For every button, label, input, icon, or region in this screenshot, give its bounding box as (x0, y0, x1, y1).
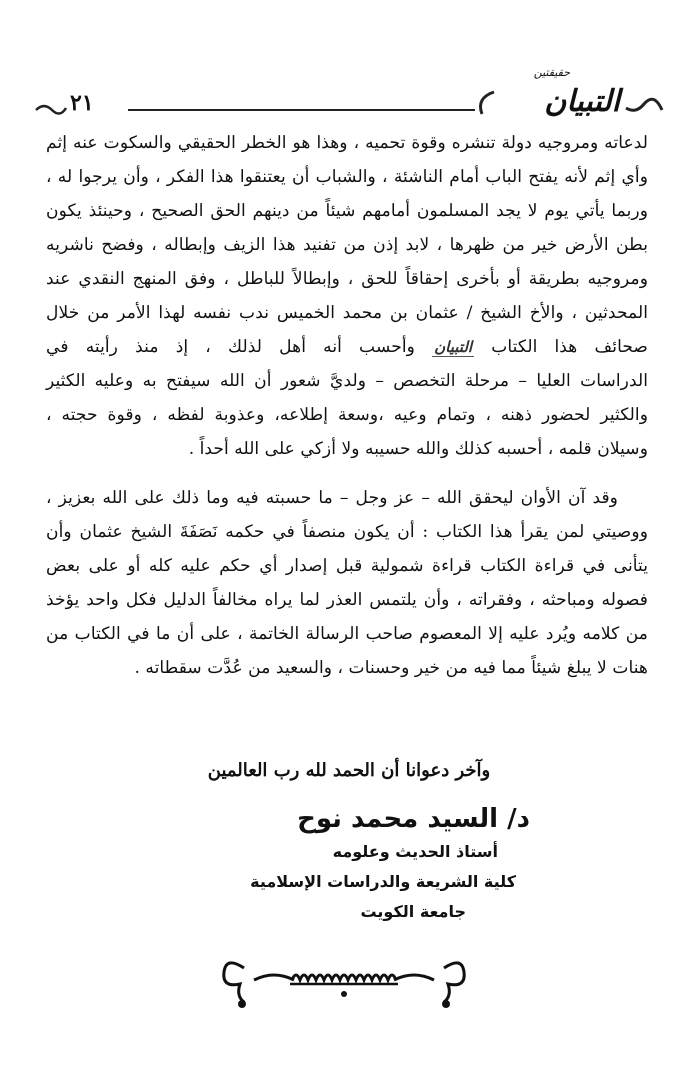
closing-line: وآخر دعوانا أن الحمد لله رب العالمين (207, 760, 491, 781)
text-line: بطن الأرض خير من ظهرها ، لابد إذن من تفنيد هذا الزيف وإبطاله ، وفضح ناشريه (46, 235, 648, 255)
body-text (46, 126, 648, 685)
text-line: المحدثين ، والأخ الشيخ / عثمان بن محمد الخميس ندب نفسه لهذا الأمر من خلال (46, 303, 648, 323)
header-flourish-right-icon (624, 90, 664, 118)
text-line: هنات لا يبلغ شيئاً مما فيه من خير وحسنات ، والسعيد من عُدَّت سقطاته . (134, 658, 648, 678)
header-rule (128, 109, 475, 111)
text-line: وربما يأتي يوم لا يجد المسلمون أمامهم شيئاً من دينهم الحق الصحيح ، وحينئذ يكون (46, 201, 648, 221)
text-line-with-logo (46, 330, 648, 364)
book-logo (480, 68, 630, 124)
signature-name: د/ السيد محمد نوح (297, 804, 530, 834)
decorative-ornament-icon (214, 950, 474, 1012)
text-line: ووصيتي لمن يقرأ هذا الكتاب : أن يكون منصفاً في حكمه نَصَفَةَ الشيخ عثمان وأن (46, 522, 648, 542)
text-line: لدعاته ومروجيه دولة تنشره وقوة تحميه ، وهذا هو الخطر الحقيقي والسكوت عنه إثم (46, 133, 648, 153)
book-logo-subtext: حقيقتين (533, 66, 570, 79)
page-number: ٢١ (70, 90, 94, 116)
text-line: وقد آن الأوان ليحقق الله – عز وجل – ما حسبته فيه وما ذلك على الله بعزيز ، (46, 488, 618, 508)
signature-university: جامعة الكويت (360, 902, 466, 921)
text-line: وأي إثم لأنه يفتح الباب أمام الناشئة ، والشباب أن يعتنقوا هذا الفكر ، وأن يرجوا له ، (46, 167, 648, 187)
text-line: وسيلان قلمه ، أحسبه كذلك والله حسيبه ولا أزكي على الله أحداً . (188, 439, 648, 459)
text-line: يتأنى في قراءة الكتاب قراءة شمولية قبل إصدار أي حكم عليه كله أو على بعض (46, 556, 648, 576)
signature-faculty: كلية الشريعة والدراسات الإسلامية (250, 872, 516, 891)
text-line: الدراسات العليا – مرحلة التخصص – ولديَّ شعور أن الله سيفتح به وعليه الكثير (46, 371, 648, 391)
text-line: فصوله ومباحثه ، وفقراته ، وأن يلتمس العذر لما يراه مخالفاً الدليل فكل واحد يؤخذ (46, 590, 648, 610)
text-line: ومروجيه بطريقة أو بأخرى إحقاقاً للحق ، وإبطالاً للباطل ، وفق المنهج النقدي عند (46, 269, 648, 289)
text-segment: وأحسب أنه أهل لذلك ، إذ منذ رأيته في (46, 337, 415, 357)
inline-book-logo: التبيان (434, 338, 473, 356)
text-line: والكثير لحضور ذهنه ، وتمام وعيه ،وسعة إطلاعه، وعذوبة لفظه ، وقوة حجته ، (46, 405, 648, 425)
text-line: من كلامه ويُرد عليه إلا المعصوم صاحب الرسالة الخاتمة ، على أن ما في الكتاب من (46, 624, 648, 644)
text-segment: صحائف هذا الكتاب (491, 337, 649, 357)
page-header (28, 68, 670, 128)
signature-title: أستاذ الحديث وعلومه (332, 842, 498, 861)
header-flourish-left-icon (34, 102, 68, 118)
header-flourish-mid-icon (474, 88, 498, 118)
book-logo-text: التبيان (544, 84, 620, 119)
